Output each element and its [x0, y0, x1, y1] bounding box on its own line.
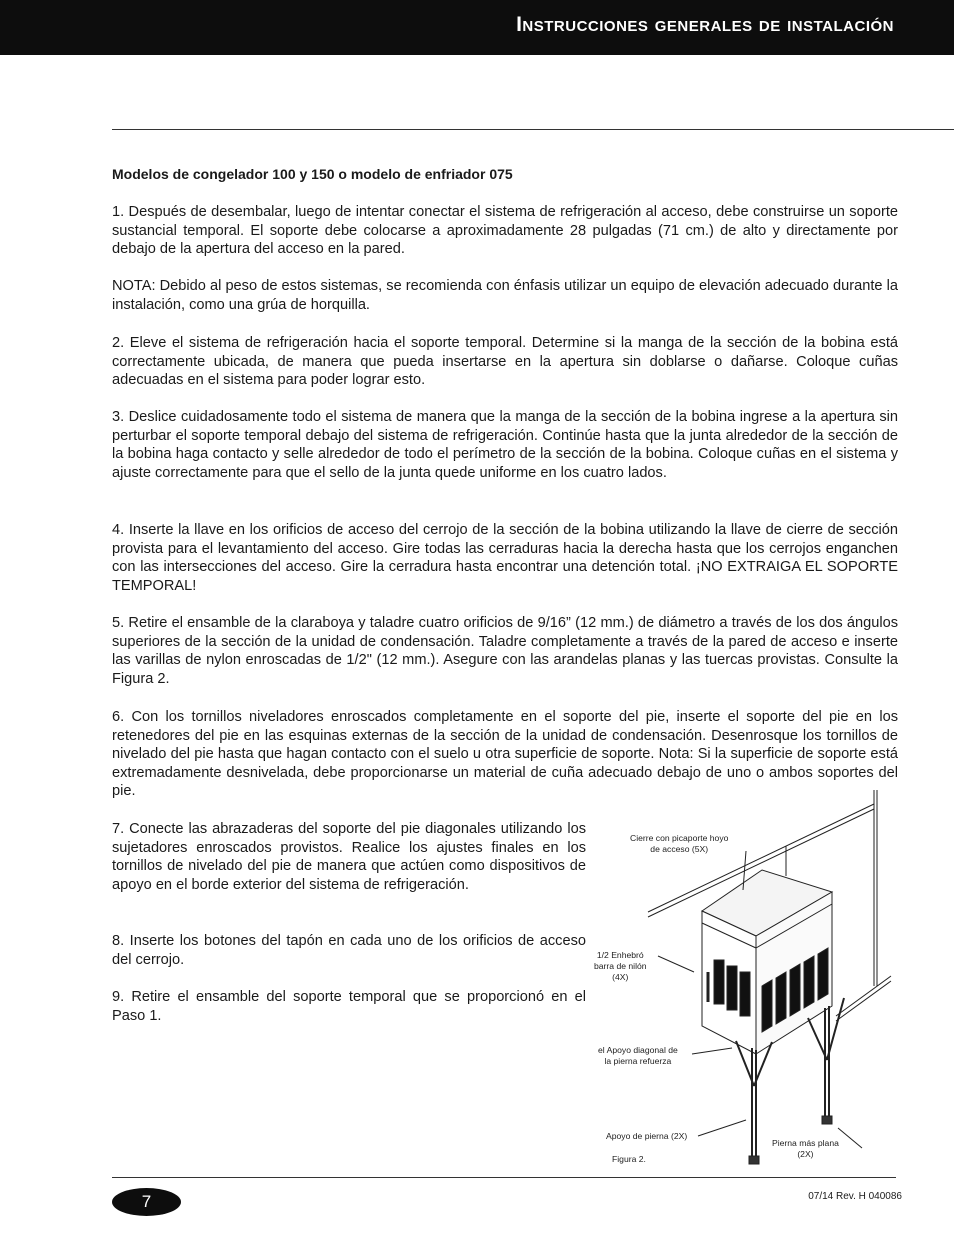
paragraph-step-2: 2. Eleve el sistema de refrigeración hacia el soporte temporal. Determine si la manga de la sección de la bobina está correctamente ubicada, de manera que pueda insertarse en la apertura sin doblarse o dañarse. Coloque cuñas adecuadas en el sistema para poder lograr esto. — [112, 335, 898, 389]
label-nylon-rod: 1/2 Enhebró barra de nilón (4X) — [594, 950, 647, 982]
revision-info: 07/14 Rev. H 040086 — [808, 1191, 902, 1202]
top-divider — [112, 129, 954, 130]
page-number: 7 — [112, 1188, 181, 1216]
paragraph-step-6: 6. Con los tornillos niveladores enroscados completamente en el soporte del pie, inserte el soporte del pie en los retenedores del pie en las esquinas externas de la sección de la unidad de condensación. Desenrosque los tornillos de nivelado del pie hasta que hagan contacto con el suelo u otra superficie de soporte. Nota: Si la superficie de soporte está extremadamente desnivelada, debe proporcionarse un material de cuña adecuado debajo de uno o ambos soportes del pie. — [112, 709, 898, 800]
figure-caption: Figura 2. — [612, 1154, 646, 1164]
page-title: Instrucciones generales de instalación — [516, 13, 894, 36]
figure-installation-diagram — [586, 786, 898, 1170]
paragraph-step-8: 8. Inserte los botones del tapón en cada uno de los orificios de acceso del cerrojo. — [112, 933, 586, 968]
paragraph-step-7: 7. Conecte las abrazaderas del soporte del pie diagonales utilizando los sujetadores enroscados provistos. Realice los ajustes finales en los tornillos de nivelado del pie de manera que actúen como dispositivos de apoyo en el borde exterior del sistema de refrigeración. — [112, 821, 586, 893]
label-leg-support: Apoyo de pierna (2X) — [606, 1131, 688, 1141]
label-diagonal-brace: el Apoyo diagonal de la pierna refuerza — [598, 1045, 678, 1066]
paragraph-note: NOTA: Debido al peso de estos sistemas, se recomienda con énfasis utilizar un equipo de elevación adecuado durante la instalación, como una grúa de horquilla. — [112, 278, 898, 313]
section-heading: Modelos de congelador 100 y 150 o modelo de enfriador 075 — [112, 166, 513, 182]
paragraph-step-4: 4. Inserte la llave en los orificios de acceso del cerrojo de la sección de la bobina utilizando la llave de cierre de sección provista para el levantamiento del acceso. Gire todas las cerraduras hacia la derecha hasta que los cerrojos enganchen con las intersecciones del acceso. Gire la cerradura hasta encontrar una detención total. ¡NO EXTRAIGA EL SOPORTE TEMPORAL! — [112, 522, 898, 594]
header-bar — [0, 0, 954, 55]
bottom-divider — [112, 1177, 896, 1178]
paragraph-step-9: 9. Retire el ensamble del soporte temporal que se proporcionó en el Paso 1. — [112, 989, 586, 1024]
paragraph-step-1: 1. Después de desembalar, luego de intentar conectar el sistema de refrigeración al acceso, debe construirse un soporte sustancial temporal. El soporte debe colocarse a aproximadamente 28 pulgadas (71 cm.) de alto y directamente por debajo de la apertura del acceso en la pared. — [112, 204, 898, 258]
label-leg-leveler: Pierna más plana (2X) — [772, 1138, 839, 1159]
paragraph-step-3: 3. Deslice cuidadosamente todo el sistema de manera que la manga de la sección de la bobina ingrese a la apertura sin perturbar el soporte temporal debajo del sistema de refrigeración. Continúe hasta que la junta alrededor de la sección de la bobina haga contacto y selle alrededor de todo el perímetro de la sección de la bobina. Coloque cuñas en el sistema y ajuste correctamente para que el sello de la junta quede uniforme en los cuatro lados. — [112, 409, 898, 481]
label-latch-access: Cierre con picaporte hoyo de acceso (5X) — [630, 833, 729, 854]
paragraph-step-5: 5. Retire el ensamble de la claraboya y taladre cuatro orificios de 9/16” (12 mm.) de diámetro a través de los dos ángulos superiores de la sección de la unidad de condensación. Taladre completamente a través de la pared de acceso e inserte las varillas de nylon enroscadas de 1/2" (12 mm.). Asegure con las arandelas planas y las tuercas provistas. Consulte la Figura 2. — [112, 615, 898, 687]
